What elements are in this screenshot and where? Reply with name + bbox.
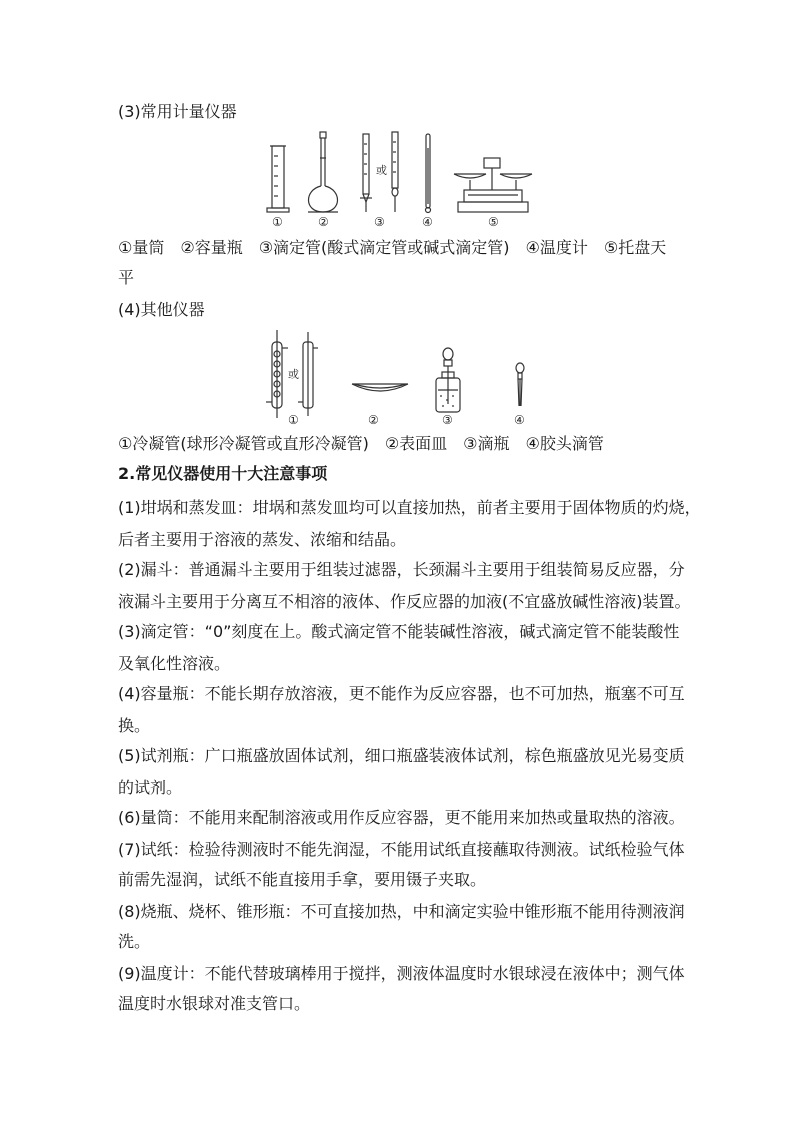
measuring-instruments-figure — [260, 128, 540, 230]
notes-line-6: 及氧化性溶液。 — [118, 654, 231, 673]
section3-caption-line1: ①量筒 ②容量瓶 ③滴定管(酸式滴定管或碱式滴定管) ④温度计 ⑤托盘天 — [118, 238, 667, 257]
platform-balance-icon — [454, 158, 532, 212]
label-5: ⑤ — [488, 215, 499, 229]
dropper-icon — [516, 363, 524, 406]
notes-line-1: (1)坩埚和蒸发皿：坩埚和蒸发皿均可以直接加热，前者主要用于固体物质的灼烧， — [118, 498, 701, 517]
notes-line-3: (2)漏斗：普通漏斗主要用于组装过滤器，长颈漏斗主要用于组装简易反应器，分 — [118, 560, 685, 579]
notes-line-4: 液漏斗主要用于分离互不相溶的液体、作反应器的加液(不宜盛放碱性溶液)装置。 — [118, 592, 691, 611]
label-1: ① — [272, 215, 283, 229]
label-4: ④ — [422, 215, 433, 229]
label-2: ② — [318, 215, 329, 229]
notes-line-16: (9)温度计：不能代替玻璃棒用于搅拌，测液体温度时水银球浸在液体中；测气体 — [118, 964, 685, 983]
section4-heading: (4)其他仪器 — [118, 300, 205, 319]
dropper-bottle-icon — [436, 348, 460, 412]
or-label-2: 或 — [288, 368, 299, 381]
notes-line-15: 洗。 — [118, 932, 151, 951]
notes-line-14: (8)烧瓶、烧杯、锥形瓶：不可直接加热，中和滴定实验中锥形瓶不能用待测液润 — [118, 902, 685, 921]
notes-line-10: 的试剂。 — [118, 778, 183, 797]
label-4b: ④ — [514, 413, 525, 427]
notes-line-5: (3)滴定管：“0”刻度在上。酸式滴定管不能装碱性溶液，碱式滴定管不能装酸性 — [118, 622, 680, 641]
graduated-cylinder-icon — [267, 146, 289, 212]
label-3b: ③ — [442, 413, 453, 427]
notes-line-8: 换。 — [118, 716, 151, 735]
section4-caption: ①冷凝管(球形冷凝管或直形冷凝管) ②表面皿 ③滴瓶 ④胶头滴管 — [118, 434, 604, 453]
measuring-instruments-svg — [260, 128, 540, 230]
watch-glass-icon — [352, 384, 408, 391]
notes-line-7: (4)容量瓶：不能长期存放溶液，更不能作为反应容器，也不可加热，瓶塞不可互 — [118, 684, 685, 703]
thermometer-icon — [426, 134, 431, 213]
notes-line-11: (6)量筒：不能用来配制溶液或用作反应容器，更不能用来加热或量取热的溶液。 — [118, 808, 685, 827]
notes-line-17: 温度时水银球对准支管口。 — [118, 994, 311, 1013]
or-label: 或 — [376, 164, 387, 177]
notes-line-2: 后者主要用于溶液的蒸发、浓缩和结晶。 — [118, 530, 407, 549]
section3-heading: (3)常用计量仪器 — [118, 102, 237, 121]
notes-line-9: (5)试剂瓶：广口瓶盛放固体试剂，细口瓶盛装液体试剂，棕色瓶盛放见光易变质 — [118, 746, 685, 765]
label-1b: ① — [288, 413, 299, 427]
notes-line-13: 前需先湿润，试纸不能直接用手拿，要用镊子夹取。 — [118, 870, 487, 889]
label-3: ③ — [374, 215, 385, 229]
label-2b: ② — [368, 413, 379, 427]
notes-title: 2.常见仪器使用十大注意事项 — [118, 464, 328, 483]
section3-caption-line2: 平 — [118, 268, 135, 287]
other-instruments-figure — [262, 326, 542, 430]
other-instruments-svg — [262, 326, 542, 430]
notes-line-12: (7)试纸：检验待测液时不能先润湿，不能用试纸直接蘸取待测液。试纸检验气体 — [118, 840, 685, 859]
volumetric-flask-icon — [308, 132, 338, 212]
